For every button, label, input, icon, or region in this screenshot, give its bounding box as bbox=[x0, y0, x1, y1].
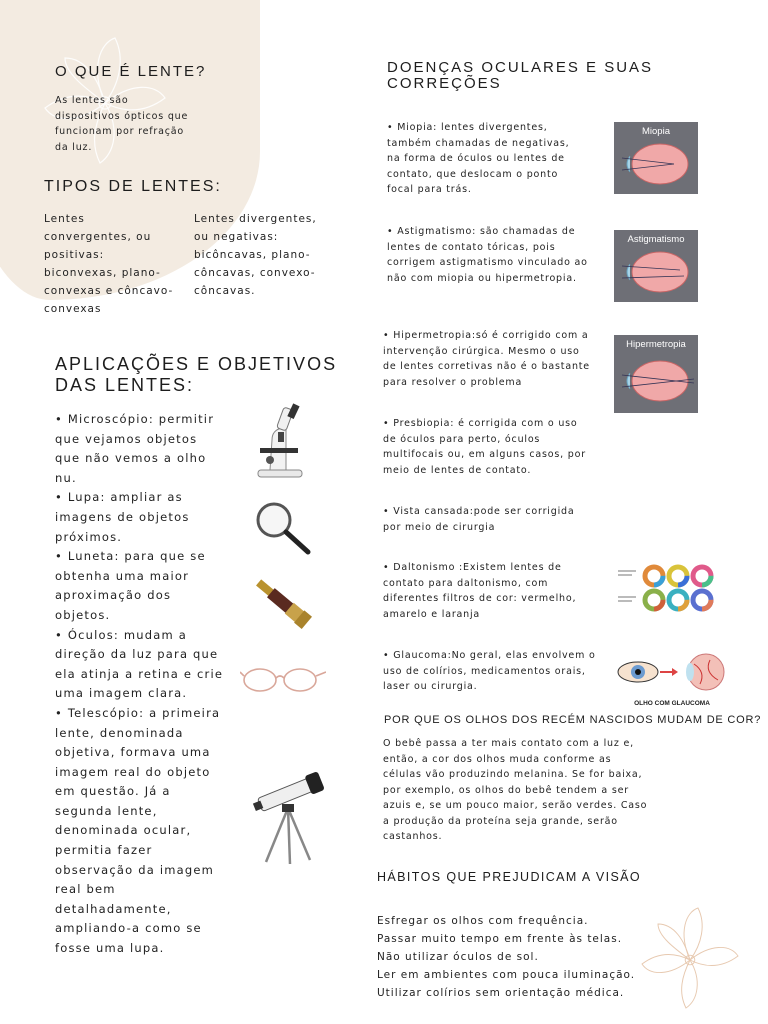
vista-text: • Vista cansada:pode ser corrigida por meio de cirurgia bbox=[383, 506, 575, 533]
habitos-title: HÁBITOS QUE PREJUDICAM A VISÃO bbox=[377, 870, 642, 884]
habitos-text: Esfregar os olhos com frequência. Passar muito tempo em frente às telas. Não utilizar óculos de sol. Ler em ambientes com pouca iluminação. Utilizar colírios sem orientação médica. bbox=[377, 915, 636, 999]
glasses-icon bbox=[240, 662, 326, 694]
tipos-divergentes: Lentes divergentes, ou negativas: bicôncavas, plano- côncavas, convexo- côncavas. bbox=[194, 213, 317, 297]
magnifier-icon bbox=[252, 500, 314, 556]
astigmatismo-text: • Astigmatismo: são chamadas de lentes de contato tóricas, pois corrigem astigmatismo vinculado ao não com miopia ou hipermetropia. bbox=[387, 226, 588, 284]
glaucoma-image bbox=[614, 650, 730, 706]
miopia-image bbox=[614, 122, 698, 194]
recem-title: POR QUE OS OLHOS DOS RECÉM NASCIDOS MUDAM DE COR? bbox=[384, 714, 762, 726]
hipermetropia-image bbox=[614, 335, 698, 413]
hipermetropia-text: • Hipermetropia:só é corrigido com a intervenção cirúrgica. Mesmo o uso de lentes corretivas não é o bastante para resolver o problema bbox=[383, 330, 590, 388]
presbiopia-text: • Presbiopia: é corrigida com o uso de óculos para perto, óculos multifocais ou, em alguns casos, por meio de lentes de contato. bbox=[383, 418, 586, 476]
telescope-icon bbox=[248, 770, 332, 866]
hipermetropia-label: Hipermetropia bbox=[626, 339, 686, 350]
glaucoma-label: OLHO COM GLAUCOMA bbox=[634, 700, 710, 707]
tipos-title: TIPOS DE LENTES: bbox=[44, 178, 222, 195]
tipos-convergentes: Lentes convergentes, ou positivas: biconvexas, plano- convexas e côncavo- convexas bbox=[44, 213, 174, 315]
miopia-text: • Miopia: lentes divergentes, também chamadas de negativas, na forma de óculos ou lentes de contato, que deslocam o ponto focal para trás. bbox=[387, 122, 570, 195]
daltonismo-text: • Daltonismo :Existem lentes de contato para daltonismo, com diferentes filtros de cor: vermelho, amarelo e laranja bbox=[383, 562, 577, 620]
glaucoma-text: • Glaucoma:No geral, elas envolvem o uso de colírios, medicamentos orais, laser ou cirurgia. bbox=[383, 650, 596, 692]
miopia-label: Miopia bbox=[642, 126, 670, 137]
aplicacoes-text: • Microscópio: permitir que vejamos objetos que não vemos a olho nu. • Lupa: ampliar as imagens de objetos próximos. • Luneta: para que se obtenha uma maior aproximação dos objetos. • Óculos: mudam a direção da luz para que ela atinja a retina e crie uma imagem clara. • Telescópio: a primeira lente, denominada objetiva, formava uma imagem real do objeto em questão. Já a segunda lente, denominada ocular, permitia fazer observação da imagem real bem detalhadamente, ampliando-a como se fosse uma lupa. bbox=[55, 412, 224, 956]
color-wheels-image bbox=[614, 562, 722, 614]
astigmatismo-image bbox=[614, 230, 698, 302]
aplicacoes-title: APLICAÇÕES E OBJETIVOS DAS LENTES: bbox=[55, 354, 338, 395]
microscope-icon bbox=[250, 400, 310, 480]
lente-text: As lentes são dispositivos ópticos que funcionam por refração da luz. bbox=[55, 95, 189, 153]
lente-title: O QUE É LENTE? bbox=[55, 63, 207, 80]
doencas-title: DOENÇAS OCULARES E SUAS CORREÇÕES bbox=[387, 59, 654, 92]
spyglass-icon bbox=[248, 572, 320, 638]
recem-text: O bebê passa a ter mais contato com a luz e, então, a cor dos olhos muda conforme as células vão produzindo melanina. Se for baixa, por exemplo, os olhos do bebê tendem a ser azuis e, se um pouco maior, serão verdes. Caso a produção da proteína seja grande, serão castanhos. bbox=[383, 738, 648, 842]
astigmatismo-label: Astigmatismo bbox=[627, 234, 685, 245]
